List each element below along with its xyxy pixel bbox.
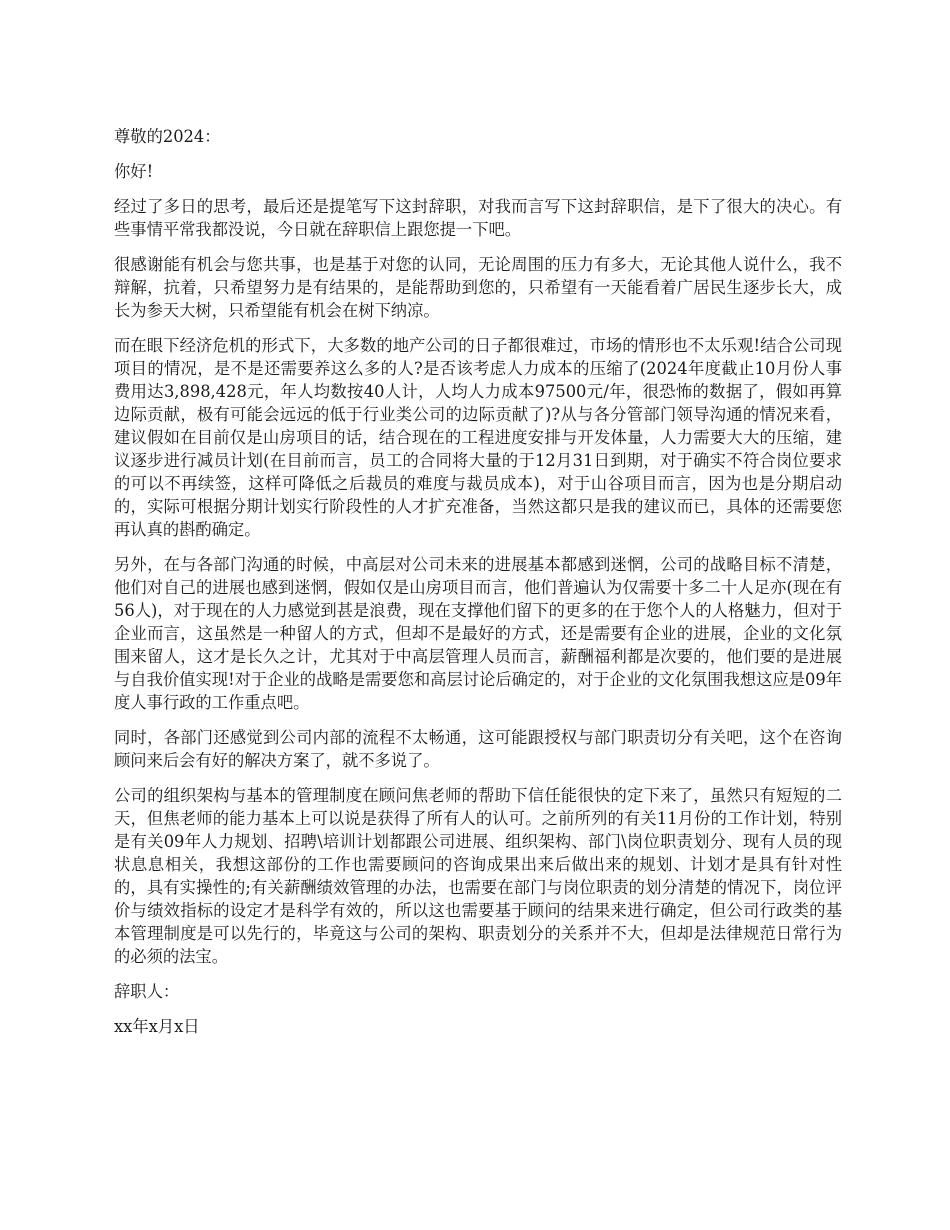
- greeting: 你好!: [114, 162, 154, 181]
- date-line: xx年x月x日: [114, 1017, 200, 1036]
- paragraph-gratitude: 很感谢能有机会与您共事，也是基于对您的认同，无论周围的压力有多大，无论其他人说什么，我不辩解，抗着，只希望努力是有结果的，是能帮助到您的，只希望有一天能看着广居民生逐步长大，成长为参天大树，只希望能有机会在树下纳凉。: [114, 255, 842, 320]
- paragraph-organization: 公司的组织架构与基本的管理制度在顾问焦老师的帮助下信任能很快的定下来了，虽然只有短短的二天，但焦老师的能力基本上可以说是获得了所有人的认可。之前所列的有关11月份的工作计划，特别是有关09年人力规划、招聘\培训计划都跟公司进展、组织架构、部门\岗位职责划分、现有人员的现状息息相关，我想这部份的工作也需要顾问的咨询成果出来后做出来的规划、计划才是具有针对性的，具有实操性的;有关薪酬绩效管理的办法，也需要在部门与岗位职责的划分清楚的情况下，岗位评价与绩效指标的设定才是科学有效的，所以这也需要基于顾问的结果来进行确定，但公司行政类的基本管理制度是可以先行的，毕竟这与公司的架构、职责划分的关系并不大，但却是法律规范日常行为的必须的法宝。: [114, 786, 842, 966]
- letter-page: [114, 125, 842, 1050]
- paragraph-cost-reduction: 而在眼下经济危机的形式下，大多数的地产公司的日子都很难过，市场的情形也不太乐观!结合公司现项目的情况，是不是还需要养这么多的人?是否该考虑人力成本的压缩了(2024年度截止10月份人事费用达3,898,428元，年人均数按40人计，人均人力成本97500元/年，很恐怖的数据了，假如再算边际贡献，极有可能会远远的低于行业类公司的边际贡献了)?从与各分管部门领导沟通的情况来看，建议假如在目前仅是山房项目的话，结合现在的工程进度安排与开发体量，人力需要大大的压缩，建议逐步进行减员计划(在目前而言，员工的合同将大量的于12月31日到期，对于确实不符合岗位要求的可以不再续签，这样可降低之后裁员的难度与裁员成本)，对于山谷项目而言，因为也是分期启动的，实际可根据分期计划实行阶段性的人才扩充准备，当然这都只是我的建议而已，具体的还需要您再认真的斟酌确定。: [114, 336, 842, 539]
- paragraph-strategy: 另外，在与各部门沟通的时候，中高层对公司未来的进展基本都感到迷惘，公司的战略目标不清楚，他们对自己的进展也感到迷惘，假如仅是山房项目而言，他们普遍认为仅需要十多二十人足亦(现在有56人)，对于现在的人力感觉到甚是浪费，现在支撑他们留下的更多的在于您个人的人格魅力，但对于企业而言，这虽然是一种留人的方式，但却不是最好的方式，还是需要有企业的进展，企业的文化氛围来留人，这才是长久之计，尤其对于中高层管理人员而言，薪酬福利都是次要的，他们要的是进展与自我价值实现!对于企业的战略是需要您和高层讨论后确定的，对于企业的文化氛围我想这应是09年度人事行政的工作重点吧。: [114, 555, 842, 712]
- paragraph-decision: 经过了多日的思考，最后还是提笔写下这封辞职，对我而言写下这封辞职信，是下了很大的决心。有些事情平常我都没说，今日就在辞职信上跟您提一下吧。: [114, 197, 842, 239]
- paragraph-process: 同时，各部门还感觉到公司内部的流程不太畅通，这可能跟授权与部门职责切分有关吧，这个在咨询顾问来后会有好的解决方案了，就不多说了。: [114, 728, 842, 770]
- signature-line: 辞职人：: [114, 982, 180, 1001]
- salutation: 尊敬的2024：: [114, 127, 221, 146]
